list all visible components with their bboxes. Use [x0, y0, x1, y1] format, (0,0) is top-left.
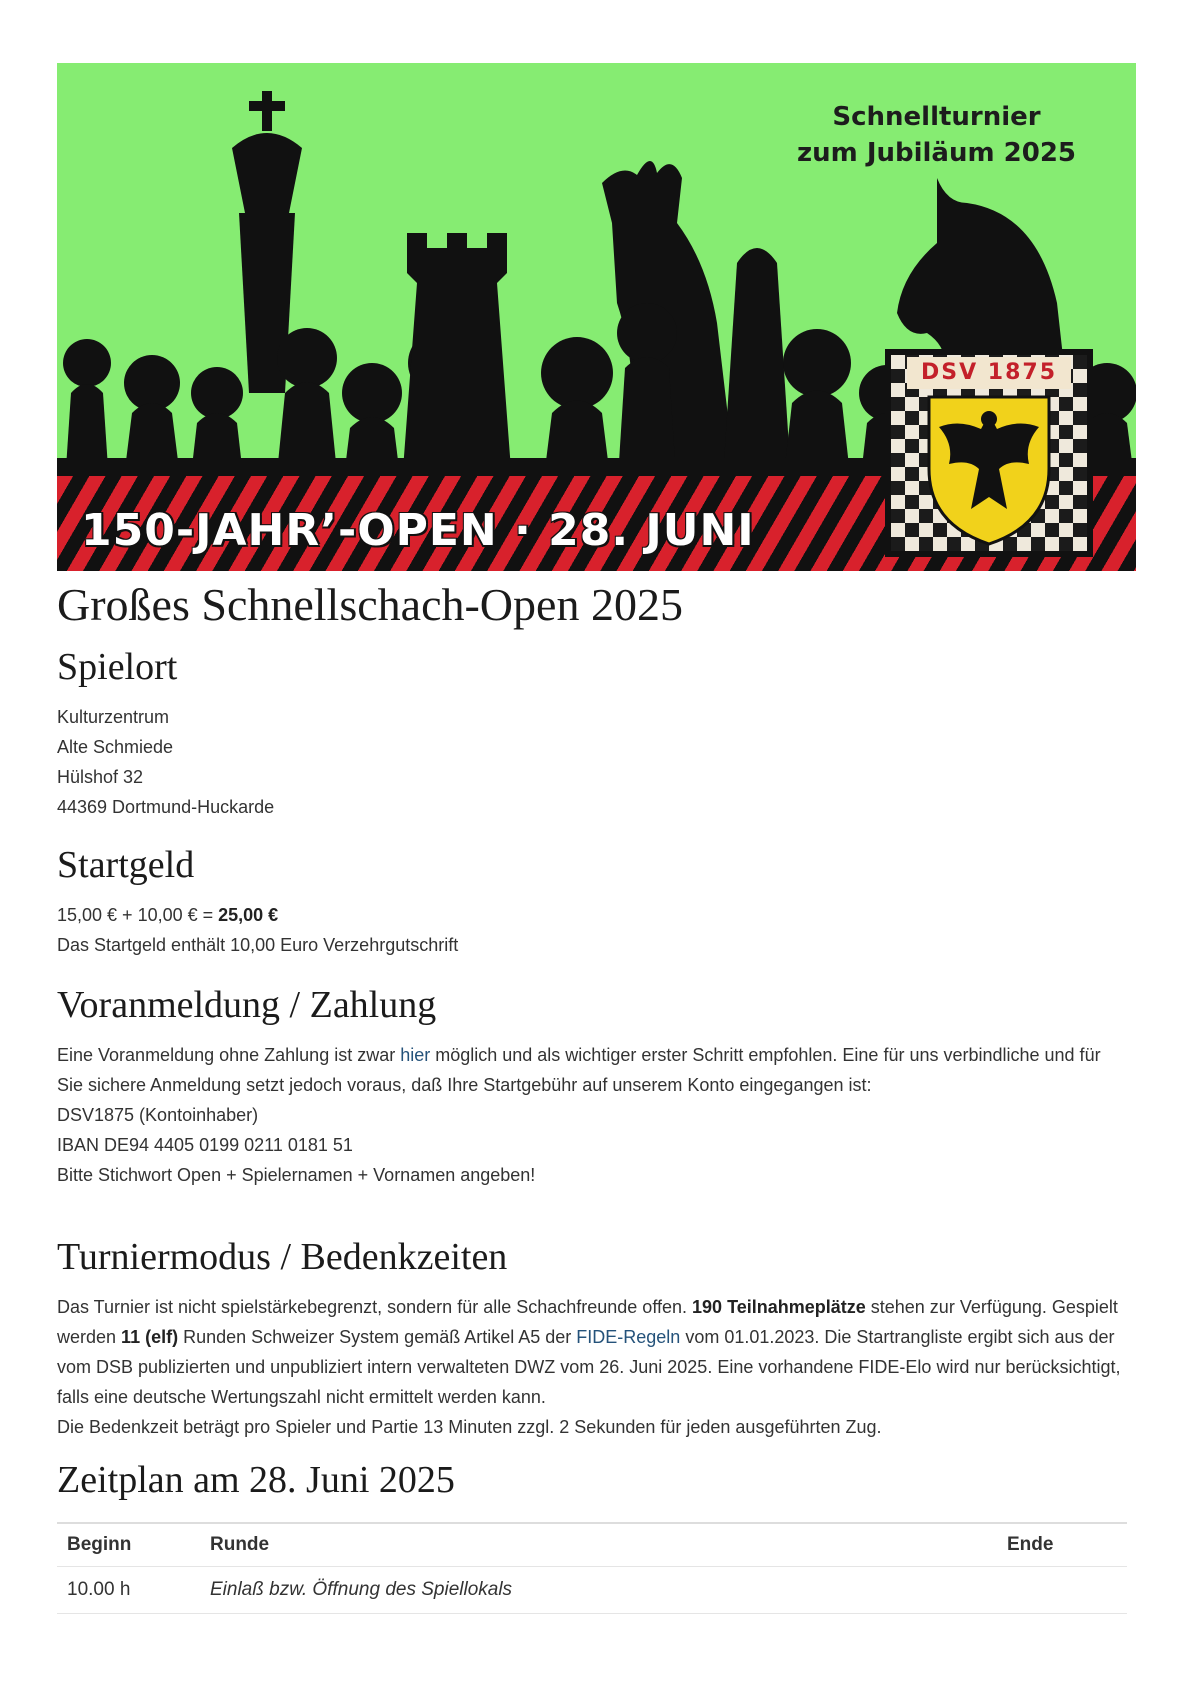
table-header-row	[57, 1523, 1127, 1567]
mode-text-part: Das Turnier ist nicht spielstärkebegrenzt, sondern für alle Schachfreunde offen.	[57, 1297, 693, 1317]
time-control: Die Bedenkzeit beträgt pro Spieler und Partie 13 Minuten zzgl. 2 Sekunden für jeden ausgeführten Zug.	[57, 1417, 882, 1437]
address-line: Kulturzentrum	[57, 707, 170, 727]
eagle-shield-icon	[919, 389, 1059, 549]
fee-line	[57, 900, 1127, 930]
seat-count: 190 Teilnahmeplätze	[692, 1297, 866, 1317]
heading-startgeld: Startgeld	[57, 844, 195, 886]
page-title: Großes Schnellschach-Open 2025	[57, 579, 683, 630]
fee-formula: 15,00 € + 10,00 € =	[57, 905, 219, 925]
heading-voranmeldung: Voranmeldung / Zahlung	[57, 984, 437, 1026]
mode-text-part: stehen zur Verfügung. Gespielt werden	[57, 1297, 1118, 1347]
heading-turniermodus: Turniermodus / Bedenkzeiten	[57, 1236, 508, 1278]
registration-text	[57, 1040, 1127, 1100]
address-line: 44369 Dortmund-Huckarde	[57, 797, 275, 817]
payment-note: Bitte Stichwort Open + Spielernamen + Vornamen angeben!	[57, 1165, 536, 1185]
fee-note: Das Startgeld enthält 10,00 Euro Verzehrgutschrift	[57, 935, 459, 955]
iban: IBAN DE94 4405 0199 0211 0181 51	[57, 1135, 353, 1155]
column-header-runde: Runde	[200, 1523, 997, 1567]
crest-label: DSV 1875	[907, 357, 1071, 389]
heading-spielort: Spielort	[57, 646, 178, 688]
tagline-line-2: zum Jubiläum 2025	[797, 138, 1076, 168]
mode-block	[57, 1292, 1127, 1442]
address-block	[57, 702, 1127, 822]
registration-text-part: Eine Voranmeldung ohne Zahlung ist zwar	[57, 1045, 401, 1065]
round-count: 11 (elf)	[121, 1327, 179, 1347]
table-row	[57, 1567, 1127, 1614]
column-header-ende: Ende	[997, 1523, 1127, 1567]
address-line: Hülshof 32	[57, 767, 144, 787]
heading-zeitplan: Zeitplan am 28. Juni 2025	[57, 1459, 455, 1501]
fide-rules-link[interactable]: FIDE-Regeln	[576, 1327, 681, 1347]
club-crest	[885, 349, 1093, 557]
schedule-table	[57, 1522, 1127, 1614]
address-line: Alte Schmiede	[57, 737, 174, 757]
registration-text-part: möglich und als wichtiger erster Schritt empfohlen. Eine für uns verbindliche und für Sie sichere Anmeldung setzt jedoch voraus, daß Ihre Startgebühr auf unserem Konto eingegangen ist:	[57, 1045, 1101, 1095]
cell-ende	[997, 1567, 1127, 1614]
fee-block	[57, 900, 1127, 960]
mode-text-part: vom 01.01.2023. Die Startrangliste ergibt sich aus der vom DSB publizierten und unpubliziert intern verwalteten DWZ vom 26. Juni 2025. Eine vorhandene FIDE-Elo wird nur berücksichtigt, falls eine deutsche Wertungszahl nicht ermittelt werden kann.	[57, 1327, 1121, 1407]
tagline-line-1: Schnellturnier	[832, 102, 1041, 132]
fee-total: 25,00 €	[218, 905, 279, 925]
account-holder: DSV1875 (Kontoinhaber)	[57, 1105, 259, 1125]
registration-block	[57, 1040, 1127, 1190]
column-header-beginn: Beginn	[57, 1523, 200, 1567]
banner-headline: 150-JAHR’-OPEN · 28. JUNI	[81, 505, 755, 556]
mode-paragraph	[57, 1292, 1127, 1412]
banner-tagline	[797, 99, 1076, 171]
mode-text-part: Runden Schweizer System gemäß Artikel A5 der	[178, 1327, 577, 1347]
cell-runde: Einlaß bzw. Öffnung des Spiellokals	[200, 1567, 997, 1614]
cell-beginn: 10.00 h	[57, 1567, 200, 1614]
tournament-banner	[57, 63, 1136, 571]
registration-link[interactable]: hier	[400, 1045, 431, 1065]
